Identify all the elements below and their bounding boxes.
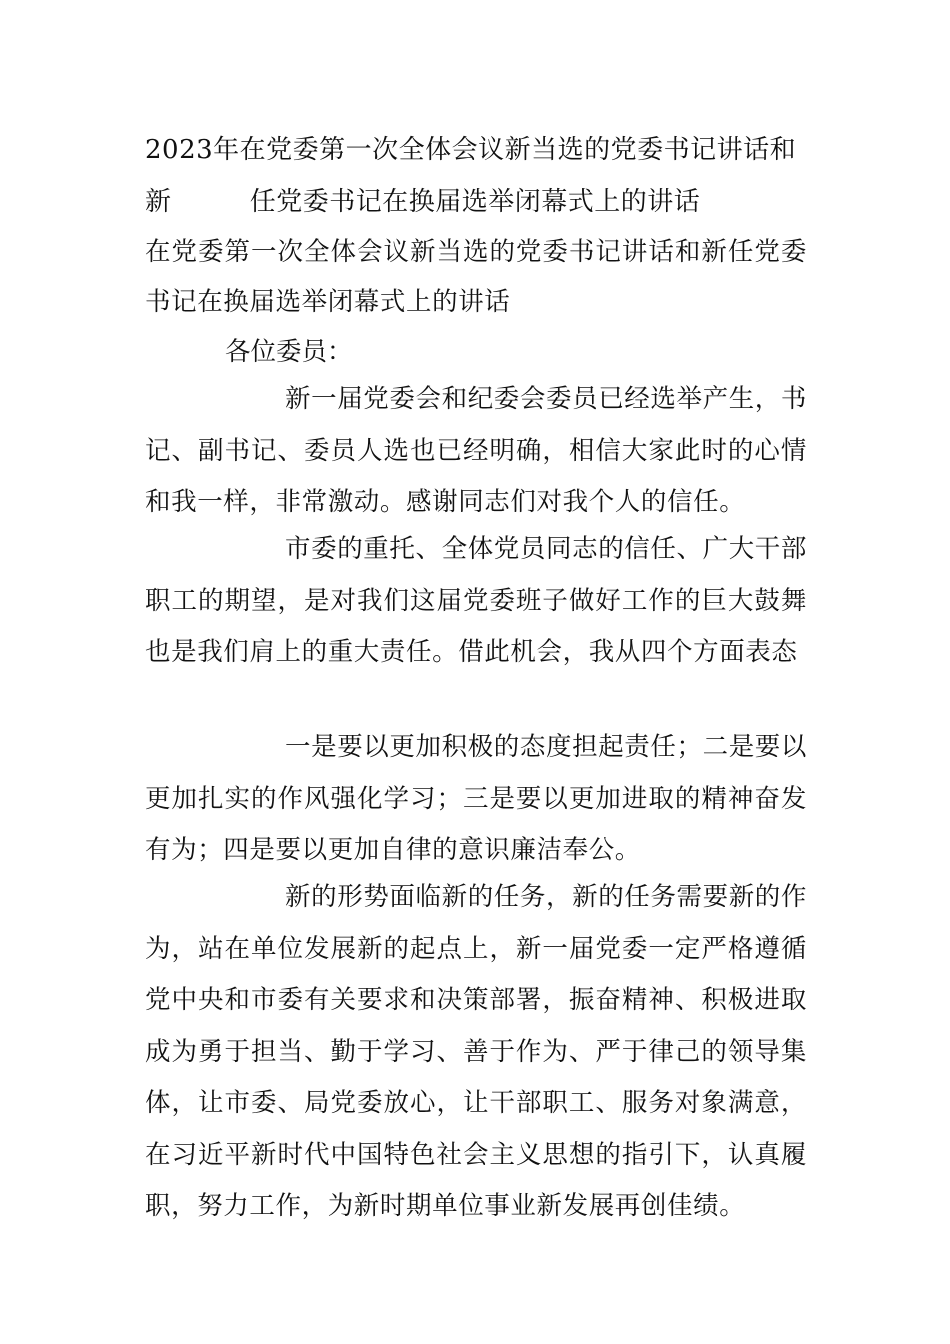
document-subtitle: 在党委第一次全体会议新当选的党委书记讲话和新任党委书记在换届选举闭幕式上的讲话 <box>145 237 807 317</box>
paragraph-3: 一是要以更加积极的态度担起责任；二是要以更加扎实的作风强化学习；三是要以更加进取的精神奋发有为；四是要以更加自律的意识廉洁奉公。 <box>145 732 808 865</box>
document-title-line-1: 2023年在党委第一次全体会议新当选的党委书记讲话和新 <box>145 135 797 217</box>
paragraph-4: 新的形势面临新的任务，新的任务需要新的作为，站在单位发展新的起点上，新一届党委一定严格遵循党中央和市委有关要求和决策部署，振奋精神、积极进取成为勇于担当、勤于学习、善于作为、严于律己的领导集体，让市委、局党委放心，让干部职工、服务对象满意，在习近平新时代中国特色社会主义思想的指引下，认真履职，努力工作，为新时期单位事业新发展再创佳绩。 <box>145 882 808 1221</box>
document-title-line-2: 任党委书记在换届选举闭幕式上的讲话 <box>249 187 701 217</box>
paragraph-1: 新一届党委会和纪委会委员已经选举产生，书记、副书记、委员人选也已经明确，相信大家此时的心情和我一样，非常激动。感谢同志们对我个人的信任。 <box>145 384 808 517</box>
paragraph-2: 市委的重托、全体党员同志的信任、广大干部职工的期望，是对我们这届党委班子做好工作的巨大鼓舞也是我们肩上的重大责任。借此机会，我从四个方面表态 <box>145 534 808 667</box>
salutation: 各位委员： <box>225 337 353 367</box>
